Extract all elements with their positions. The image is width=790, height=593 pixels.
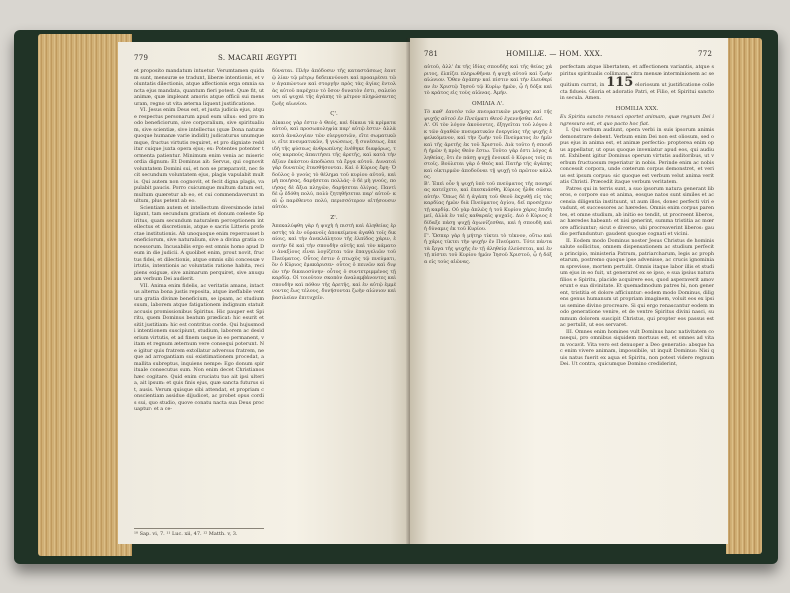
left-greek-para: δύναται. Πλὴν ἀπόδοσιν τῆς καταστάσεως ἑαυτῷ λίαν τῷ μέτρῳ δεδεικνύουσι καὶ προαιρέσει τῶν ἀγαπώντων καὶ στοργὴν πρὸς τὰς ἁγίας ἐντολὰς αὐτοῦ παρέχειν τὸ ὅσον δυνατὸν ἐστι, σαλεύουσι αἱ ψυχαὶ τῆς ἀγάπης τὸ μέτρον πληρώσαντες ζωῆς αἰωνίου.	[272, 68, 396, 107]
left-greek-para: Ἀπεκαλύφθη γὰρ ἡ ψυχὴ ἡ πιστὴ καὶ ἀληθείας ἐραστὴς τὰ ἐν οὐρανοῖς ἀποκείμενα ἀγαθὰ τοῖς δικαίοις, καὶ τὴν ἀνεκλάλητον τῆς ἐλπίδος χάριν, ἑαυτὴν δὲ καὶ τὴν σπουδὴν αὐτῆς καὶ τὸν κάματον ἀναξίους εἶναι λογίζεται τῶν ἐπαγγελιῶν τοῦ Πνεύματος. Οὗτος ἐστιν ὁ πτωχὸς τῷ πνεύματι, ὃν ὁ Κύριος ἐμακάρισεν· οὗτος ὁ πεινῶν καὶ διψῶν τὴν δικαιοσύνην· οὗτος ὁ συντετριμμένος τῇ καρδίᾳ. Οἱ τοιοῦτον σκοπὸν ἀναλαμβάνοντες καὶ σπουδὴν καὶ πόθον τῆς ἀρετῆς, καὶ ἐν αὐτῷ ἐμμένοντες ἕως τέλους, δυνήσονται ζωὴν αἰώνιον καὶ βασιλείαν ἐπιτυχεῖν.	[272, 223, 396, 301]
right-page	[410, 38, 728, 544]
right-latin-column	[560, 64, 714, 532]
right-greek-para: αὐτοῦ, ἀλλ' ἐκ τῆς ἰδίας σπουδῆς καὶ τῆς θείας χάριτος, ἐλπίζει πληρωθῆναι ἡ ψυχὴ αὐτοῦ καὶ ζωὴν αἰώνιον. Ὅθεν ἀγάπην καὶ πίστιν καὶ τὴν ἐλευθερίαν ἐν Χριστῷ Ἰησοῦ τῷ Κυρίῳ ἡμῶν, ᾧ ἡ δόξα καὶ τὸ κράτος εἰς τοὺς αἰῶνας. Ἀμήν.	[424, 64, 552, 96]
right-latin-homily-heading: HOMILIA XXX.	[615, 105, 659, 112]
right-greek-para: Α'. Οἱ τὸν λόγον ἀκούοντες, ἐξηγεῖται τοῦ λόγου ἐκ τῶν ἀγαθῶν πνευματικῶν ἐνεργείας τῆς ψυχῆς ἐφελκόμενον, καὶ τὴν ζωὴν τοῦ Πνεύματος ἐν ἡμῖν καὶ τῆς ἀρετῆς ἐκ τοῦ Χριστοῦ. Διὰ τοῦτο ἡ σπουδὴ ἡμῶν ἡ πρὸς Θεὸν ἔστω. Τοῦτο γὰρ ἐστι λόγος ἀληθείας, ὅτι ἐν πάσῃ ψυχῇ ἐνοικεῖ ὁ Κύριος τοῖς πιστοῖς. Βούλεται γὰρ ὁ Θεὸς καὶ Πατὴρ τῆς ἀγάπης καὶ οἰκτιρμῶν ἀποδοῦναι τῇ ψυχῇ τὸ πρῶτον κάλλος.	[424, 122, 552, 180]
right-latin-para: III. Omnes enim homines vult Dominus hanc nativitatem consequi, pro omnibus siquidem mortuus est, et omnes ad vitam vocavit. Vita vero est denuoper a Deo generatio: absque hac enim vivere animam, impossibile, ut inquit Dominus: Nisi quis natus fuerit ex aqua et Spiritu, non potest videre regnum Dei. Ut contra, quicumque Domino crediderint,	[560, 328, 714, 367]
right-latin-text: perfectam atque libertatem, et affectionem variantis, atque spiritus spiritualis collimans, citra mensæ interminionem ac sequitium currat, in	[560, 64, 714, 88]
right-greek-subtitle: Τὸ καθ' ἑαυτὸν τῶν πνευματικῶν μνήμης καὶ τῆς ψυχῆς αὐτοῦ ἐν Πνεύματι Θεοῦ ἐγεννῆσθαι δεῖ.	[424, 109, 552, 122]
right-running-title: HOMILIÆ. — HOM. XXX.	[506, 50, 603, 58]
margin-page-number: 115	[606, 75, 634, 90]
right-latin-para	[560, 64, 714, 102]
left-latin-para: VI. Jesus enim Deus est, et justa judicia ejus, atque respectus personarum apud eum ullus: sed pro modo beneficiorum, sive corporalium, sive spiritualium, sive scientiæ, sive intellectus (quæ Dona naturæ quoque humanæ varie indidit) judicaturus unumquemque, fructus virtutis requiret, et pro digniate redditur cuique juxta opera ejus; ex: Potentes potenter tormenta patientur. Minimum enim venia ac misericordia dignum: Et Dominus ait: Servus, qui cognovit voluntatem Domini sui, et non se præparavit, nec fecit secundum voluntatem ejus, plagis vapulabit multis. Qui autem non cognovit, et fecit digna plagis, vapulabit paucis. Porro cuicumque multum datum est, multum quæretur ab eo, et cui commendaverunt multum, plus petent ab eo.	[134, 107, 264, 204]
left-latin-para: VII. Anima enim fidelis, ac veritatis amans, intactus alterna bona justis reposita, atque ineffabile ventura gratia divinæ beneficium, se ipsam, ac studium suum, laborem atque fatigationem indignum statuit accusis promissionibus Spiritus. Hic pauper est Spiritu, quem Dominus beatum prædicat: hic esurit et sitit justitiam: hic est contritus corde. Qui hujusmodi intentionem suscipiunt, studium, laborem ac desiderium virtutis, et ad finem usque in eo permanent, vitam et regnum æternum vere consequi poterunt. Ne igitur quis fratrem extollatur adversus fratrem, neque ad arrogantiam sui existimationem procedat, a mallita subreptus, inquiens nempe: Ego donum spirituale consecutus sum. Non enim decet Christianos hæc cogitare. Quid enim cruciatu tuo ait ipsi ulteria, ait ipsum: et quis finis ejus, quæ sancta futurus sit, ausis. Verum quisque sibi attendat, et propriam conscientiam assidue dijudicet, ac probet opus cordis sui, quo studio, quove conatu nacta sua Deus procuaptur: et a ce-	[134, 282, 264, 412]
left-latin-column	[134, 68, 264, 526]
right-latin-text: eloriosum ut justificatione collecta fidueis. Gloria et adoratio Patri, et Filio, et Spiritui sancto in secula. Amen.	[560, 82, 714, 101]
right-page-number: 772	[698, 50, 713, 58]
right-page-edges	[726, 38, 762, 554]
right-greek-homily-heading: ΟΜΙΛΙΑ Λ'.	[472, 100, 504, 107]
left-greek-section-heading: Ϛ'.	[330, 111, 338, 117]
right-left-number: 781	[424, 50, 439, 58]
open-book	[14, 24, 778, 564]
left-running-title: S. MACARII ÆGYPTI	[218, 54, 297, 62]
right-latin-para: II. Eodem modo Dominus noster Jesus Christus de hominis salute sollicitus, omnem dispensationem ac studium perfecit a principio, ministeria Patrum, patriarcharum, legis ac prophetarum, postremo quoque ipse advenisse, ac crucis ignominiam sprevisse, mortem pertulit. Omnis itaque labor illis et studium ejus in eo fuit, ut generaret ex se ipso, e sua ipsius natura filios e Spiritu, placide acquirere eos, quod asperaverit amoverunt e sua divinitate. Et quemadmodum patres hi, non generent, tristitia et dolore afficiuntur: eodem modo Dominus, diligens genus humanum ut propriam imaginem, voluit eos ex ipsius semine divino procreare. Si qui ergo renascantur eodem modo generatione venire, et de ventre Spiritus divini nasci, summum dolorem suscipit Christus, qui propter eos passus est ac pertulit, ut eos servaret.	[560, 237, 714, 328]
right-latin-para: I. Qui verbum audiunt, opera verbi in suis ipsorum animis demonstrare debent. Verbum enim Dei non est oliosum, sed opus ejus in anima est, et animæ perfectio: propterea enim opus appellatur, ut opus quoque inveniatur apud eos, qui audiunt. Exhibent igitur Dominus operum virtutis auditoribus, ut verbum fructuosum reperiatur in nobis. Perinde enim ac nobis concessit corpora, unde cœterum corpus demonstret, et verius est ipsum corpus: sic quoque est verbum velut anima veritatis Christi. Præcedit itaque verbum veritatem.	[560, 127, 714, 185]
left-footnotes: ¹⁰ Sap. vi, 7. ¹¹ Luc. xii, 47. ¹² Matth. v, 3.	[134, 531, 238, 537]
left-latin-para: et proposito mandatum intuetur. Verumtamen quidam sunt, mensuræ se tradunt, liberæ intentionis, et voluntatis dilectionis, atque affectionis erga omnia sancta ejus mandata, quantum fieri potest. Quæ fit, ut animæ, quæ impleant amoris atque officii sui mensuram, regno ut vita æterna liquent justificatione.	[134, 68, 264, 107]
right-greek-para: Γ'. Ὥσπερ γὰρ ἡ μήτηρ τίκτει τὸ τέκνον, οὕτω καὶ ἡ χάρις τίκτει τὴν ψυχὴν ἐν Πνεύματι. Τότε πάντα τὰ ἔργα τῆς ψυχῆς ἐν τῇ ἀληθείᾳ ἐλεύσεται, καὶ ἐν τῇ πίστει τοῦ Κυρίου ἡμῶν Ἰησοῦ Χριστοῦ, ᾧ ἡ δόξα εἰς τοὺς αἰῶνας.	[424, 232, 552, 265]
left-page	[118, 42, 414, 544]
right-greek-column	[424, 64, 552, 532]
right-latin-para: Patres qui in terris sunt, a suo ipsorum natura generant liberos, e corpore suo et anima, eosque natos sunt similes et accensia diligentia instituunt, ut aum illos, donec perfecti viri evadunt, et successores ac hæredes. Omnis enim corpus parentes, et omne studium, ab initio eo tendit, ut procreent liberos, ac hæredes habeant: et nisi generint, summa tristitia ac mœrore afficiuntur; sicut e diverso, ubi procreaverint liberos: gaudio perfunduntur: gaudent quoque cognati et vicini.	[560, 185, 714, 237]
left-latin-para: Scientiam autem et intellectum diversimode intelligunt, tam secundum gratiam et donum cœleste Spiritus, quam secundum naturalem perceptionem intellectus et discretionis, atque e sacris Litteris profectae institutionis. Ab unoquoque enim repercusset beneficiorum, sive naturalium, sive a divina gratia concessorum. Incusabilis ergo est omnis homo apud Deum in die judicii. A quolibet enim, prout novit, fructus fidei, et dilectionis, atque omnis sibi concessæ virtutis, intentionis ac voluntatis ratione habita, recipiens exiguæ, sive animarum perquiret, sive anuquam verbum Dei audierit.	[134, 204, 265, 282]
left-greek-column	[272, 68, 396, 526]
right-latin-subtitle: Ex Spiritu sancto renasci oportet animam, quæ regnum Dei ingressura est, et quo pacto hoc fiat.	[560, 114, 714, 127]
left-greek-para: Δίκαιος γὰρ ἐστιν ὁ Θεός, καὶ δίκαια τὰ κρίματα αὐτοῦ, καὶ προσωποληψία παρ' αὐτῷ ἐστιν· ἀλλὰ κατὰ ἀναλογίαν τῶν εὐεργεσιῶν, εἴτε σωματικῶν, εἴτε πνευματικῶν, ἢ γνώσεως, ἢ συνέσεως, ἐπειδὴ τῆς φύσεως ἀνθρωπίνης ἐνέθηκε διαφόρως, τοὺς καρποὺς ἀπαιτήσει τῆς ἀρετῆς, καὶ κατὰ τὴν ἀξίαν ἑκάστου ἀποδώσει τὰ ἔργα αὐτοῦ. Δυνατοὶ γὰρ δυνατῶς ἐτασθήσονται. Καὶ ὁ Κύριος ἔφη· Ὁ δοῦλος ὁ γνοὺς τὸ θέλημα τοῦ κυρίου αὐτοῦ, καὶ μὴ ποιήσας, δαρήσεται πολλάς· ὁ δὲ μὴ γνούς, ποιήσας δὲ ἄξια πληγῶν, δαρήσεται ὀλίγας. Παντὶ δὲ ᾧ ἐδόθη πολύ, πολὺ ζητηθήσεται παρ' αὐτοῦ· καὶ ᾧ παρέθεντο πολύ, περισσότερον αἰτήσουσιν αὐτόν.	[272, 119, 396, 210]
left-greek-section-heading: Ζ'.	[330, 214, 338, 221]
right-greek-para: Β'. Ἐπεὶ οὖν ἡ ψυχὴ ὑπὸ τοῦ πνεύματος τῆς πονηρίας κατεῖχετο, καὶ ἐπεσκιάσθη, Κύριος ἦλθε σῶσαι αὐτήν. Ὅπως δὲ ἡ ἀγάπη τοῦ Θεοῦ ἐκχυθῇ εἰς τὰς καρδίας ἡμῶν διὰ Πνεύματος ἁγίου, δεῖ προσέχειν τῇ καρδίᾳ. Οὐ γὰρ ἁπλῶς ἡ τοῦ Κυρίου χάρις ἐπιδημεῖ, ἀλλὰ ἐν ταῖς καθαραῖς ψυχαῖς. Διὸ ὁ Κύριος ἐδίδαξε πάσῃ ψυχῇ ἀγωνίζεσθαι, καὶ ἡ σπουδὴ καὶ ἡ δύναμις ἐκ τοῦ Κυρίου.	[424, 180, 552, 232]
left-page-number: 779	[134, 54, 149, 62]
footnote-rule	[134, 528, 264, 529]
